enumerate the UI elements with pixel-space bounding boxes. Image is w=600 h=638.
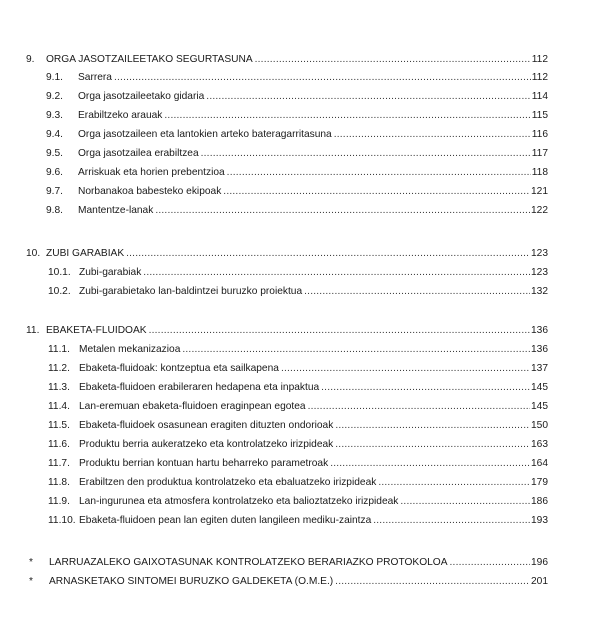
dot-leader <box>335 419 530 433</box>
bullet-marker: * <box>29 557 33 568</box>
toc-item[interactable] <box>0 514 600 528</box>
page-number: 132 <box>531 286 548 297</box>
toc-item[interactable] <box>0 381 600 395</box>
section-title: EBAKETA-FLUIDOAK <box>46 325 147 336</box>
item-number: 11.10. <box>48 515 76 526</box>
page-number: 118 <box>531 167 548 178</box>
toc-annex[interactable] <box>0 575 600 589</box>
toc-item[interactable] <box>0 495 600 509</box>
page-number: 186 <box>531 496 548 507</box>
item-title: Orga jasotzailea erabiltzea <box>78 148 199 159</box>
item-title: Mantentze-lanak <box>78 205 154 216</box>
item-title: Norbanakoa babesteko ekipoak <box>78 186 222 197</box>
item-title: Ebaketa-fluidoen pean lan egiten duten langileen mediku-zaintza <box>79 515 372 526</box>
page-number: 116 <box>531 129 548 140</box>
item-title: Ebaketa-fluidoen erabileraren hedapena eta inpaktua <box>79 382 320 393</box>
page-number: 112 <box>531 54 548 65</box>
dot-leader <box>223 185 530 199</box>
page-number: 179 <box>531 477 548 488</box>
toc-item[interactable] <box>0 90 600 104</box>
dot-leader <box>281 362 530 376</box>
item-number: 10.2. <box>48 286 71 297</box>
toc-annex[interactable] <box>0 556 600 570</box>
item-title: Lan-eremuan ebaketa-fluidoen eraginpean egotea <box>79 401 306 412</box>
page-number: 121 <box>531 186 548 197</box>
dot-leader <box>308 400 530 414</box>
item-number: 11.6. <box>48 439 70 450</box>
page-number: 201 <box>531 576 548 587</box>
item-number: 9.6. <box>46 167 63 178</box>
item-number: 11.5. <box>48 420 70 431</box>
dot-leader <box>255 53 531 67</box>
item-number: 11.9. <box>48 496 70 507</box>
toc-item[interactable] <box>0 147 600 161</box>
item-number: 9.7. <box>46 186 63 197</box>
annex-title: ARNASKETAKO SINTOMEI BURUZKO GALDEKETA (O.M.E.) <box>49 576 334 587</box>
section-number: 11. <box>26 325 40 336</box>
page-number: 145 <box>531 401 548 412</box>
dot-leader <box>335 438 530 452</box>
toc-item[interactable] <box>0 476 600 490</box>
dot-leader <box>450 556 530 570</box>
section-title: ZUBI GARABIAK <box>46 248 125 259</box>
dot-leader <box>378 476 530 490</box>
page-number: 145 <box>531 382 548 393</box>
toc-item[interactable] <box>0 185 600 199</box>
item-number: 11.4. <box>48 401 70 412</box>
section-number: 9. <box>26 54 35 65</box>
dot-leader <box>335 575 530 589</box>
page-number: 122 <box>531 205 548 216</box>
dot-leader <box>149 324 530 338</box>
page-number: 136 <box>531 344 548 355</box>
page-number: 163 <box>531 439 548 450</box>
item-number: 11.7. <box>48 458 70 469</box>
page-number: 137 <box>531 363 548 374</box>
bullet-marker: * <box>29 576 33 587</box>
page-number: 114 <box>531 91 548 102</box>
dot-leader <box>321 381 530 395</box>
dot-leader <box>330 457 530 471</box>
item-number: 9.1. <box>46 72 63 83</box>
page-number: 115 <box>531 110 548 121</box>
dot-leader <box>400 495 530 509</box>
toc-item[interactable] <box>0 343 600 357</box>
toc-item[interactable] <box>0 166 600 180</box>
toc-item[interactable] <box>0 204 600 218</box>
page-number: 136 <box>531 325 548 336</box>
page-number: 164 <box>531 458 548 469</box>
dot-leader <box>126 247 530 261</box>
toc-item[interactable] <box>0 400 600 414</box>
item-title: Sarrera <box>78 72 112 83</box>
page-number: 117 <box>531 148 548 159</box>
item-title: Ebaketa-fluidoek osasunean eragiten dituzten ondorioak <box>79 420 334 431</box>
item-number: 10.1. <box>48 267 71 278</box>
item-title: Lan-ingurunea eta atmosfera kontrolatzeko eta balioztatzeko irizpideak <box>79 496 399 507</box>
toc-item[interactable] <box>0 266 600 280</box>
item-number: 9.2. <box>46 91 63 102</box>
toc-item[interactable] <box>0 128 600 142</box>
item-title: Orga jasotzaileen eta lantokien arteko bateragarritasuna <box>78 129 332 140</box>
item-title: Metalen mekanizazioa <box>79 344 181 355</box>
toc-section-10[interactable] <box>0 247 600 261</box>
dot-leader <box>206 90 530 104</box>
annex-title: LARRUAZALEKO GAIXOTASUNAK KONTROLATZEKO BERARIAZKO PROTOKOLOA <box>49 557 448 568</box>
item-number: 11.1. <box>48 344 70 355</box>
toc-item[interactable] <box>0 71 600 85</box>
toc-item[interactable] <box>0 362 600 376</box>
item-title: Erabiltzeko arauak <box>78 110 163 121</box>
dot-leader <box>373 514 530 528</box>
toc-item[interactable] <box>0 419 600 433</box>
dot-leader <box>114 71 531 85</box>
item-number: 9.4. <box>46 129 63 140</box>
page-number: 150 <box>531 420 548 431</box>
item-title: Produktu berria aukeratzeko eta kontrolatzeko irizpideak <box>79 439 334 450</box>
page-number: 123 <box>531 248 548 259</box>
dot-leader <box>155 204 530 218</box>
dot-leader <box>227 166 531 180</box>
item-title: Zubi-garabietako lan-baldintzei buruzko proiektua <box>79 286 303 297</box>
dot-leader <box>164 109 530 123</box>
dot-leader <box>182 343 530 357</box>
item-title: Ebaketa-fluidoak: kontzeptua eta sailkapena <box>79 363 279 374</box>
page-number: 123 <box>531 267 548 278</box>
toc-item[interactable] <box>0 109 600 123</box>
item-number: 11.2. <box>48 363 70 374</box>
dot-leader <box>143 266 530 280</box>
item-title: Erabiltzen den produktua kontrolatzeko eta ebaluatzeko irizpideak <box>79 477 377 488</box>
dot-leader <box>304 285 530 299</box>
section-number: 10. <box>26 248 41 259</box>
dot-leader <box>201 147 531 161</box>
page-number: 112 <box>531 72 548 83</box>
item-number: 9.3. <box>46 110 63 121</box>
page-number: 193 <box>531 515 548 526</box>
item-title: Arriskuak eta horien prebentzioa <box>78 167 225 178</box>
item-number: 9.5. <box>46 148 63 159</box>
dot-leader <box>334 128 531 142</box>
item-number: 9.8. <box>46 205 63 216</box>
item-title: Orga jasotzaileetako gidaria <box>78 91 205 102</box>
item-title: Zubi-garabiak <box>79 267 142 278</box>
item-number: 11.8. <box>48 477 70 488</box>
item-number: 11.3. <box>48 382 70 393</box>
section-title: ORGA JASOTZAILEETAKO SEGURTASUNA <box>46 54 253 65</box>
toc-item[interactable] <box>0 457 600 471</box>
page-number: 196 <box>531 557 548 568</box>
toc-section-11[interactable] <box>0 324 600 338</box>
toc-section-9[interactable] <box>0 53 600 67</box>
item-title: Produktu berrian kontuan hartu beharreko parametroak <box>79 458 329 469</box>
toc-item[interactable] <box>0 285 600 299</box>
toc-item[interactable] <box>0 438 600 452</box>
